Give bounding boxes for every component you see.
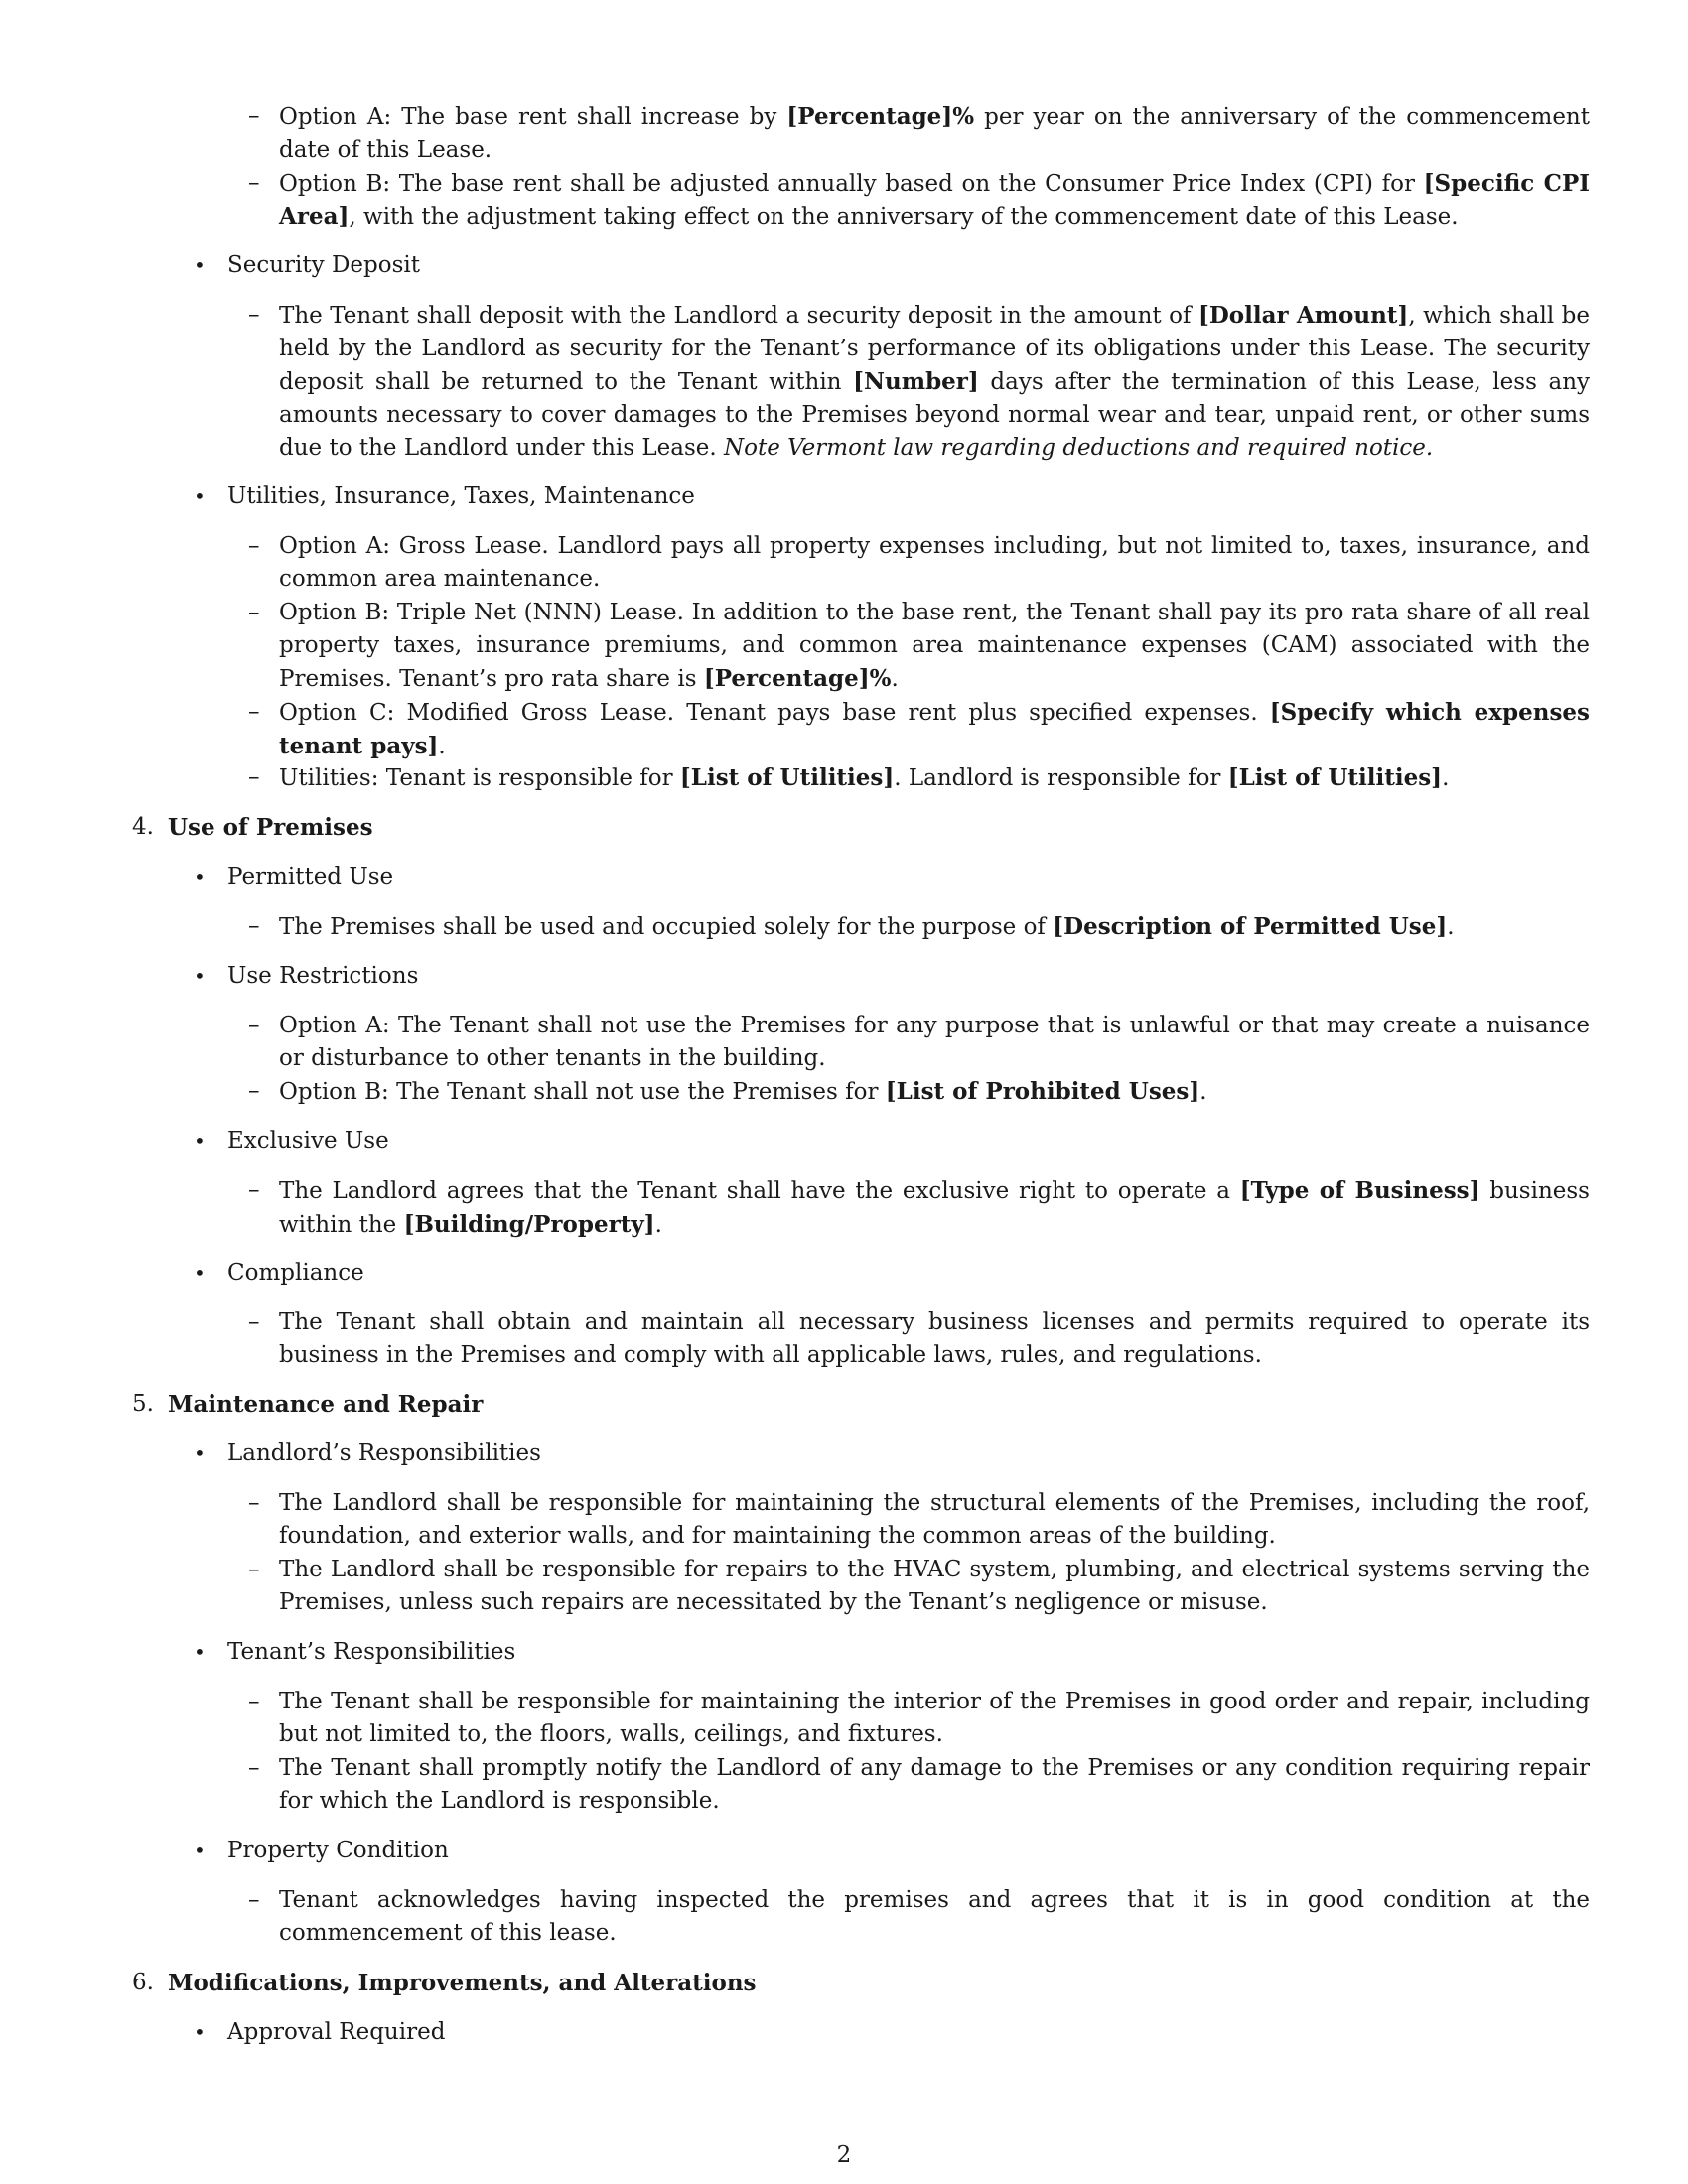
list-dash: – (248, 103, 260, 129)
list-dash: – (248, 764, 260, 790)
bullet: • (194, 865, 206, 888)
list-dash: – (248, 600, 260, 625)
section-number: 5. (132, 1391, 154, 1417)
security-deposit-text: The Tenant shall deposit with the Landlord a security deposit in the amount of [Dollar Amount], which shall be held by the Landlord as security for the Tenant’s performance of its obligations under this Lease. The security deposit shall be returned to the Tenant within [Number] days after the termination of this Lease, less any amounts necessary to cover damages to the Premises beyond normal wear and tear, unpaid rent, or other sums due to the Landlord under this Lease. Note Vermont law regarding deductions and required notice. (279, 302, 1591, 461)
list-dash: – (248, 1177, 260, 1203)
compliance-heading: Compliance (227, 1260, 364, 1286)
exclusive-use-heading: Exclusive Use (227, 1128, 389, 1154)
list-dash: – (248, 1013, 260, 1038)
rent-option-a: Option A: The base rent shall increase by [Percentage]% per year on the anniversary of the commencement date of this Lease. (279, 103, 1590, 163)
tenant-responsibilities-heading: Tenant’s Responsibilities (227, 1639, 516, 1665)
exclusive-use-text: The Landlord agrees that the Tenant shall have the exclusive right to operate a [Type of Business] business within the [Building/Property]. (279, 1177, 1590, 1238)
page-number: 2 (836, 2142, 852, 2168)
compliance-text: The Tenant shall obtain and maintain all necessary business licenses and permits required to operate its business in the Premises and comply with all applicable laws, rules, and regulations. (279, 1309, 1590, 1368)
list-dash: – (248, 1557, 260, 1582)
section-number: 4. (132, 814, 154, 840)
list-dash: – (248, 170, 260, 196)
use-restrictions-option-b: Option B: The Tenant shall not use the Premises for [List of Prohibited Uses]. (279, 1078, 1207, 1105)
property-condition-heading: Property Condition (227, 1838, 449, 1863)
list-dash: – (248, 533, 260, 559)
list-dash: – (248, 1887, 260, 1913)
bullet: • (194, 484, 206, 508)
approval-required-heading: Approval Required (227, 2019, 446, 2045)
use-restrictions-option-a: Option A: The Tenant shall not use the Premises for any purpose that is unlawful or that may create a nuisance or disturbance to other tenants in the building. (279, 1013, 1590, 1071)
list-dash: – (248, 1078, 260, 1104)
security-deposit-heading: Security Deposit (227, 252, 420, 278)
property-condition-text: Tenant acknowledges having inspected the premises and agrees that it is in good condition at the commencement of this lease. (279, 1887, 1590, 1946)
utilities-responsibility: Utilities: Tenant is responsible for [List of Utilities]. Landlord is responsible for [List of Utilities]. (279, 764, 1450, 791)
list-dash: – (248, 699, 260, 725)
permitted-use-text: The Premises shall be used and occupied solely for the purpose of [Description of Permitted Use]. (279, 913, 1455, 940)
landlord-responsibilities-heading: Landlord’s Responsibilities (227, 1440, 541, 1466)
tenant-responsibility-2: The Tenant shall promptly notify the Landlord of any damage to the Premises or any condition requiring repair for which the Landlord is responsible. (279, 1755, 1590, 1814)
list-dash: – (248, 1689, 260, 1714)
landlord-responsibility-1: The Landlord shall be responsible for maintaining the structural elements of the Premises, including the roof, foundation, and exterior walls, and for maintaining the common areas of the building. (279, 1490, 1590, 1549)
utilities-heading: Utilities, Insurance, Taxes, Maintenance (227, 483, 695, 509)
utilities-option-b: Option B: Triple Net (NNN) Lease. In addition to the base rent, the Tenant shall pay its pro rata share of all real property taxes, insurance premiums, and common area maintenance expenses (CAM) associated with the Premises. Tenant’s pro rata share is [Percentage]%. (279, 600, 1590, 692)
bullet: • (194, 964, 206, 988)
landlord-responsibility-2: The Landlord shall be responsible for repairs to the HVAC system, plumbing, and electrical systems serving the Premises, unless such repairs are necessitated by the Tenant’s negligence or misuse. (279, 1557, 1590, 1615)
list-dash: – (248, 302, 260, 328)
use-restrictions-heading: Use Restrictions (227, 963, 419, 989)
tenant-responsibility-1: The Tenant shall be responsible for maintaining the interior of the Premises in good order and repair, including but not limited to, the floors, walls, ceilings, and fixtures. (279, 1689, 1590, 1747)
utilities-option-a: Option A: Gross Lease. Landlord pays all property expenses including, but not limited to, taxes, insurance, and common area maintenance. (279, 533, 1590, 592)
bullet: • (194, 1261, 206, 1285)
utilities-option-c: Option C: Modified Gross Lease. Tenant pays base rent plus specified expenses. [Specify which expenses tenant pays]. (279, 699, 1590, 759)
bullet: • (194, 1441, 206, 1465)
rent-option-b: Option B: The base rent shall be adjusted annually based on the Consumer Price Index (CPI) for [Specific CPI Area], with the adjustment taking effect on the anniversary of the commencement date of this Lease. (279, 170, 1591, 230)
list-dash: – (248, 1309, 260, 1335)
section-title-maintenance: Maintenance and Repair (168, 1391, 484, 1418)
bullet: • (194, 1640, 206, 1664)
bullet: • (194, 253, 206, 277)
bullet: • (194, 2020, 206, 2044)
bullet: • (194, 1839, 206, 1862)
list-dash: – (248, 1490, 260, 1516)
bullet: • (194, 1129, 206, 1153)
section-title-modifications: Modifications, Improvements, and Alterations (168, 1970, 757, 1996)
section-number: 6. (132, 1970, 154, 1995)
section-title-use-of-premises: Use of Premises (168, 814, 373, 841)
permitted-use-heading: Permitted Use (227, 864, 394, 889)
list-dash: – (248, 1755, 260, 1781)
list-dash: – (248, 913, 260, 939)
